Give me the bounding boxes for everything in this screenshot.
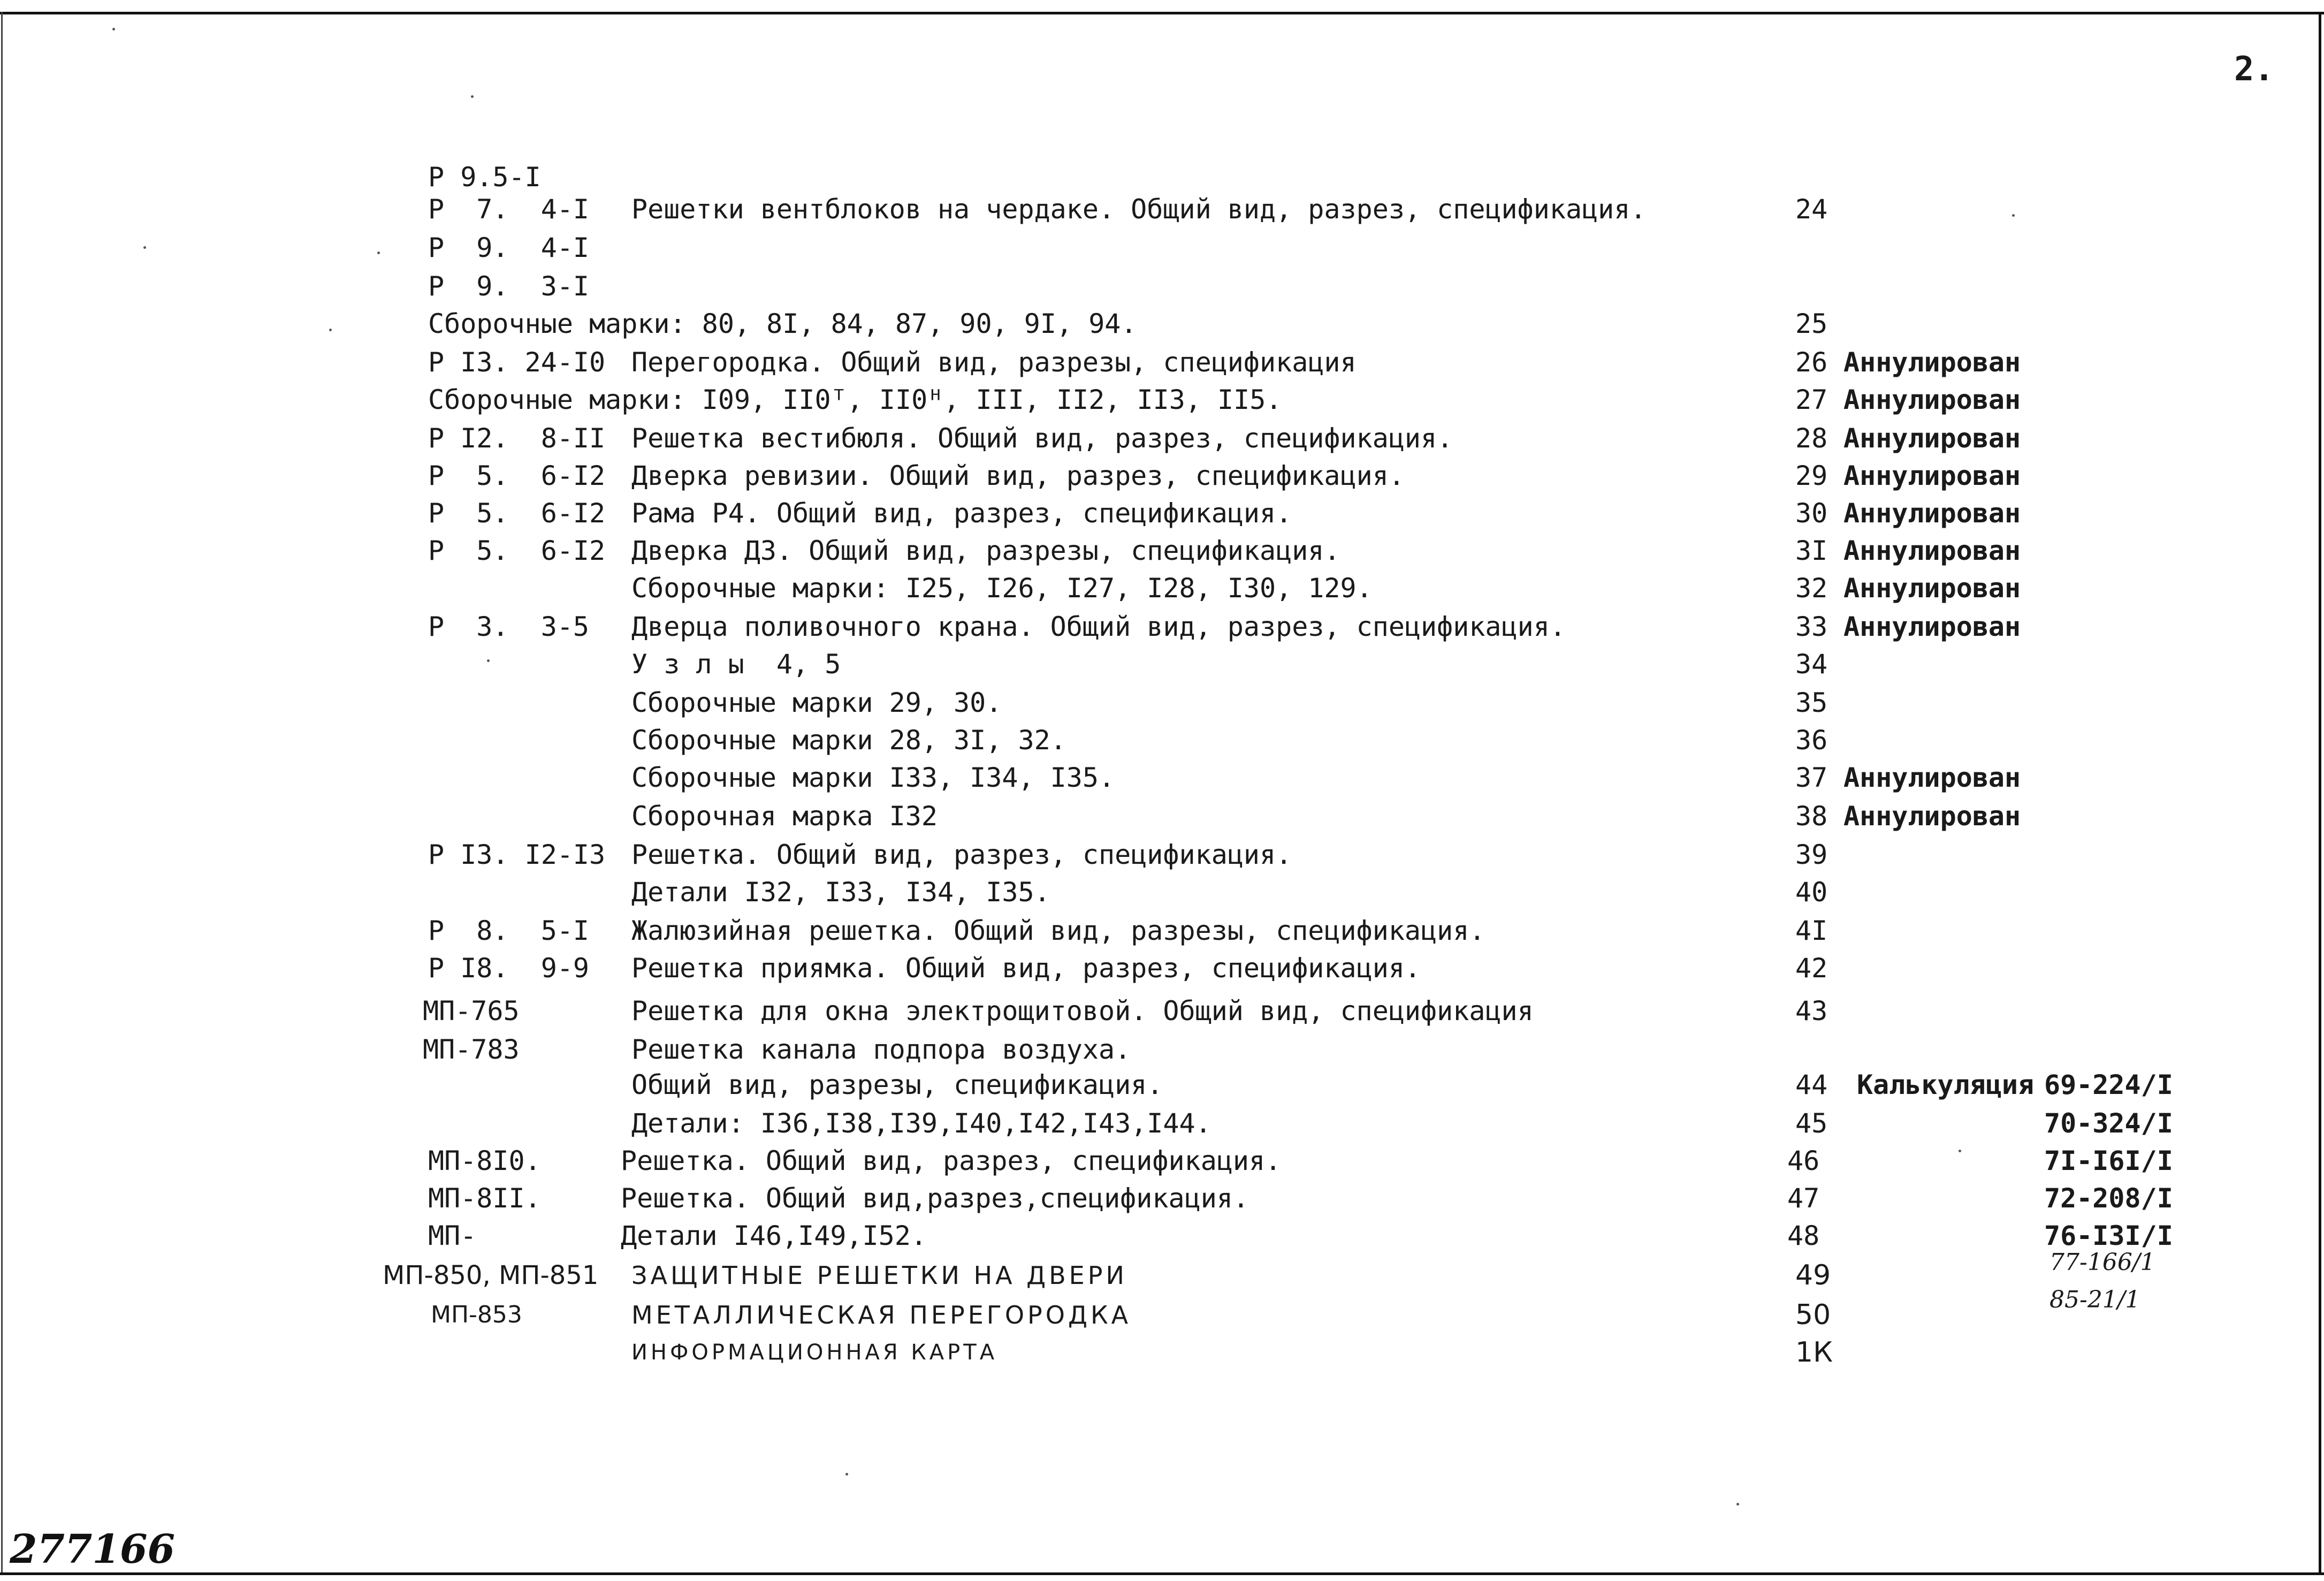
sheet-number: 50	[1795, 1299, 1831, 1331]
sheet-title: Решетка для окна электрощитовой. Общий вид, спецификация	[631, 995, 1534, 1027]
sheet-code: Р 5. 6-I2	[428, 498, 606, 529]
sheet-code: Сборочные марки: I09, II0ᵀ, II0ᴴ, III, II2, II3, II5.	[428, 384, 1282, 415]
status-annulled: Аннулирован	[1843, 347, 2021, 378]
list-item	[0, 306, 2324, 344]
list-item	[0, 230, 2324, 268]
list-item	[0, 1106, 2324, 1143]
sheet-number: 49	[1795, 1259, 1831, 1291]
sheet-code: Р 5. 6-I2	[428, 460, 606, 491]
list-item	[0, 609, 2324, 647]
sheet-title: ЗАЩИТНЫЕ РЕШЕТКИ НА ДВЕРИ	[631, 1261, 1127, 1290]
list-item	[0, 1181, 2324, 1218]
sheet-number: 46	[1787, 1145, 1820, 1176]
status-annulled: Аннулирован	[1843, 611, 2021, 642]
list-item	[0, 799, 2324, 836]
list-item	[0, 723, 2324, 760]
calculation-number: 70-324/I	[2044, 1108, 2173, 1139]
sheet-number: 42	[1795, 953, 1828, 984]
status-annulled: Аннулирован	[1843, 423, 2021, 454]
sheet-code: Сборочные марки: 80, 8I, 84, 87, 90, 9I, 94.	[428, 308, 1137, 339]
scan-speck	[2012, 214, 2015, 217]
scan-speck	[487, 659, 490, 662]
sheet-title: Дверка ревизии. Общий вид, разрез, спецификация.	[631, 460, 1405, 491]
scan-speck	[1959, 1150, 1961, 1152]
sheet-code: МП-853	[431, 1301, 522, 1328]
list-item	[0, 496, 2324, 533]
sheet-number: 3I	[1795, 535, 1828, 566]
scan-speck	[1736, 1503, 1739, 1506]
sheet-title: Решетки вентблоков на чердаке. Общий вид, разрез, спецификация.	[631, 194, 1647, 225]
list-item	[0, 1286, 2324, 1335]
scan-speck	[112, 28, 115, 31]
sheet-title: У з л ы 4, 5	[631, 649, 841, 680]
calculation-number: 72-208/I	[2044, 1183, 2173, 1214]
sheet-number: 26	[1795, 347, 1828, 378]
status-annulled: Аннулирован	[1843, 498, 2021, 529]
sheet-title: Перегородка. Общий вид, разрезы, спецификация	[631, 347, 1357, 378]
list-item	[0, 382, 2324, 420]
sheet-number: 38	[1795, 801, 1828, 832]
sheet-title: Решетка канала подпора воздуха.	[631, 1034, 1131, 1065]
sheet-title: Рама Р4. Общий вид, разрез, спецификация.	[631, 498, 1292, 529]
sheet-title: Решетка. Общий вид, разрез, спецификация.	[631, 839, 1292, 870]
sheet-number: 44	[1795, 1069, 1828, 1100]
sheet-number: 1К	[1795, 1336, 1833, 1369]
list-item	[0, 1335, 2324, 1372]
list-item	[0, 993, 2324, 1031]
sheet-number: 24	[1795, 194, 1828, 225]
sheet-number: 48	[1787, 1220, 1820, 1251]
sheet-number: 27	[1795, 384, 1828, 415]
sheet-title: Дверка ДЗ. Общий вид, разрезы, спецификация.	[631, 535, 1340, 566]
sheet-title: Детали I32, I33, I34, I35.	[631, 877, 1050, 908]
sheet-code: Р 7. 4-I	[428, 194, 590, 225]
sheet-code: МП-8II.	[428, 1183, 541, 1214]
status-annulled: Аннулирован	[1843, 801, 2021, 832]
sheet-number: 32	[1795, 573, 1828, 604]
calculation-number: 69-224/I	[2044, 1069, 2173, 1100]
list-item	[0, 533, 2324, 571]
status-annulled: Аннулирован	[1843, 762, 2021, 793]
sheet-number: 40	[1795, 877, 1828, 908]
list-item	[0, 951, 2324, 988]
calculation-number: 85-21/1	[2049, 1286, 2140, 1313]
list-item	[0, 837, 2324, 875]
sheet-title: Дверца поливочного крана. Общий вид, разрез, спецификация.	[631, 611, 1566, 642]
sheet-code: Р 9.5-I	[428, 162, 541, 193]
calculation-number: 77-166/1	[2049, 1249, 2155, 1276]
sheet-number: 34	[1795, 649, 1828, 680]
frame-border-top	[0, 12, 2324, 14]
list-item	[0, 760, 2324, 797]
scan-speck	[845, 1473, 848, 1476]
status-annulled: Аннулирован	[1843, 460, 2021, 491]
scan-speck	[329, 329, 332, 331]
sheet-title: Решетка. Общий вид,разрез,спецификация.	[621, 1183, 1249, 1214]
sheet-number: 47	[1787, 1183, 1820, 1214]
list-item	[0, 192, 2324, 229]
sheet-number: 43	[1795, 995, 1828, 1027]
sheet-number: 35	[1795, 687, 1828, 718]
list-item	[0, 1249, 2324, 1295]
sheet-number: 4I	[1795, 915, 1828, 946]
sheet-number: 37	[1795, 762, 1828, 793]
sheet-number: 25	[1795, 308, 1828, 339]
sheet-code: Р I3. 24-I0	[428, 347, 606, 378]
sheet-number: 30	[1795, 498, 1828, 529]
calculation-number: 7I-I6I/I	[2044, 1145, 2173, 1176]
list-item	[0, 421, 2324, 458]
list-item	[0, 345, 2324, 382]
list-item	[0, 1032, 2324, 1069]
sheet-code: МП-765	[423, 995, 520, 1027]
list-item	[0, 875, 2324, 912]
sheet-title: Сборочные марки 29, 30.	[631, 687, 1002, 718]
status-annulled: Аннулирован	[1843, 573, 2021, 604]
sheet-code: Р I3. I2-I3	[428, 839, 606, 870]
scan-speck	[143, 246, 146, 249]
status-annulled: Аннулирован	[1843, 384, 2021, 415]
calculation-number: 76-I3I/I	[2044, 1220, 2173, 1251]
scan-speck	[377, 252, 380, 254]
sheet-number: 28	[1795, 423, 1828, 454]
sheet-code: Р 5. 6-I2	[428, 535, 606, 566]
sheet-title: Общий вид, разрезы, спецификация.	[631, 1069, 1163, 1100]
sheet-code: Р 9. 4-I	[428, 232, 590, 263]
sheet-number: 45	[1795, 1108, 1828, 1139]
sheet-title: Решетка вестибюля. Общий вид, разрез, спецификация.	[631, 423, 1453, 454]
list-item	[0, 1067, 2324, 1105]
page-number: 2.	[2234, 49, 2274, 88]
sheet-number: 36	[1795, 725, 1828, 756]
sheet-number: 29	[1795, 460, 1828, 491]
sheet-code: МП-8I0.	[428, 1145, 541, 1176]
list-item	[0, 458, 2324, 496]
list-item	[0, 269, 2324, 306]
sheet-title: Сборочные марки 28, 3I, 32.	[631, 725, 1066, 756]
sheet-title: Жалюзийная решетка. Общий вид, разрезы, спецификация.	[631, 915, 1485, 946]
list-item	[0, 913, 2324, 951]
sheet-number: 33	[1795, 611, 1828, 642]
list-item	[0, 685, 2324, 723]
sheet-title: Сборочная марка I32	[631, 801, 938, 832]
sheet-code: Р 3. 3-5	[428, 611, 590, 642]
scan-speck	[471, 95, 474, 98]
sheet-title: Сборочные марки I33, I34, I35.	[631, 762, 1115, 793]
sheet-title: Сборочные марки: I25, I26, I27, I28, I30, 129.	[631, 573, 1373, 604]
sheet-code: Р 9. 3-I	[428, 271, 590, 302]
sheet-title: Детали: I36,I38,I39,I40,I42,I43,I44.	[631, 1108, 1211, 1139]
sheet-number: 39	[1795, 839, 1828, 870]
status-annulled: Аннулирован	[1843, 535, 2021, 566]
sheet-code: МП-	[428, 1220, 477, 1251]
calculation-label: Калькуляция	[1857, 1069, 2035, 1100]
sheet-code: Р 8. 5-I	[428, 915, 590, 946]
sheet-code: МП-783	[423, 1034, 520, 1065]
sheet-code: Р I2. 8-II	[428, 423, 606, 454]
inventory-number: 277166	[10, 1526, 175, 1572]
list-item	[0, 647, 2324, 684]
sheet-code: Р I8. 9-9	[428, 953, 590, 984]
sheet-code: МП-850, МП-851	[383, 1260, 599, 1290]
list-item	[0, 1218, 2324, 1256]
list-item	[0, 571, 2324, 608]
sheet-title: МЕТАЛЛИЧЕСКАЯ ПЕРЕГОРОДКА	[631, 1301, 1132, 1329]
list-item	[0, 1143, 2324, 1181]
frame-border-bottom	[0, 1572, 2324, 1575]
sheet-title: ИНФОРМАЦИОННАЯ КАРТА	[631, 1340, 998, 1365]
sheet-title: Решетка приямка. Общий вид, разрез, спецификация.	[631, 953, 1421, 984]
sheet-title: Решетка. Общий вид, разрез, спецификация.	[621, 1145, 1282, 1176]
sheet-title: Детали I46,I49,I52.	[621, 1220, 927, 1251]
